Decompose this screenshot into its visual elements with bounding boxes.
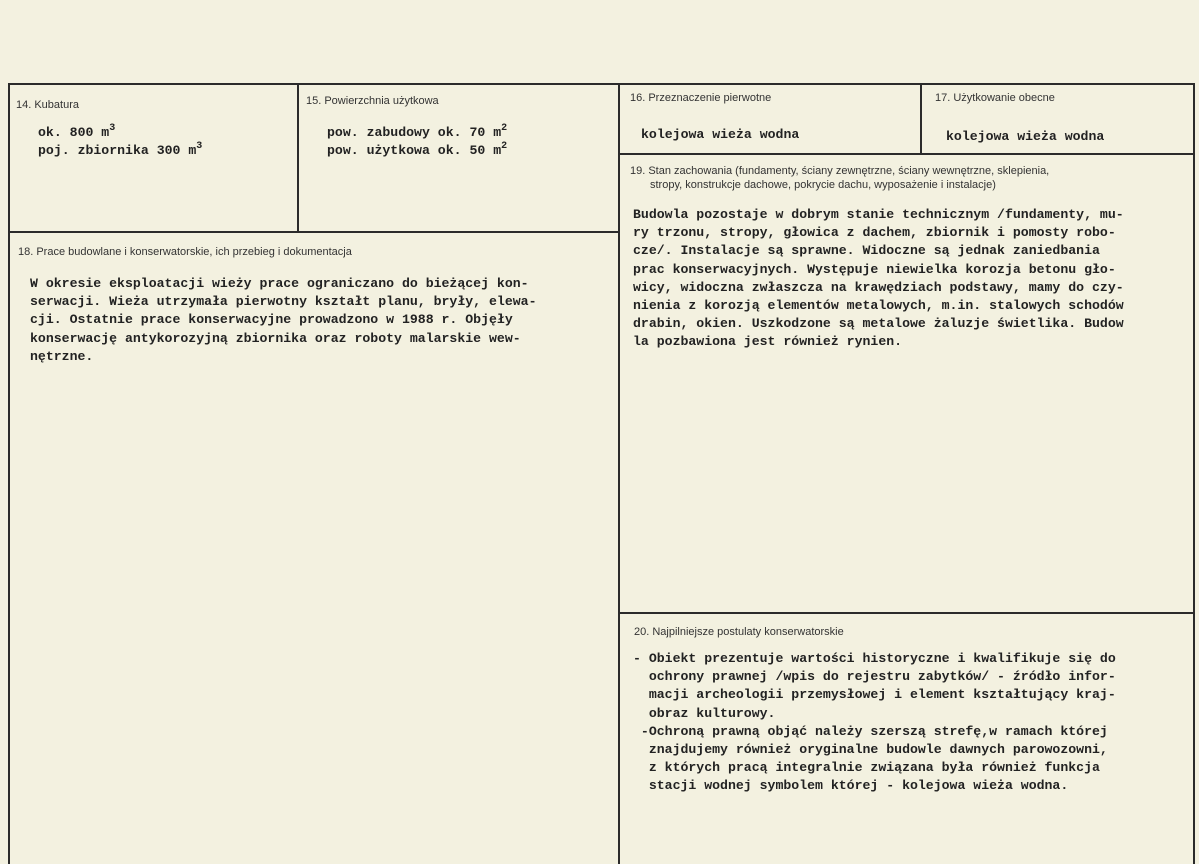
frame-top-line: [8, 83, 1195, 85]
field-14-line-1-text: ok. 800 m: [38, 125, 110, 140]
divider-row1-right: [619, 153, 1194, 155]
field-15-line-2-text: pow. użytkowa ok. 50 m: [327, 143, 502, 158]
field-15-line-1: [327, 124, 507, 142]
field-15-line-2: [327, 142, 507, 160]
divider-14-15: [297, 84, 299, 232]
frame-right-line: [1193, 83, 1195, 864]
field-20-line: obraz kulturowy.: [633, 705, 776, 721]
frame-left-line: [8, 83, 10, 864]
divider-row1-left: [9, 231, 619, 233]
field-19-line: ry trzonu, stropy, głowica z dachem, zbiornik i pomosty robo-: [633, 225, 1116, 241]
field-19-label-line-1: 19. Stan zachowania (fundamenty, ściany zewnętrzne, ściany wewnętrzne, sklepienia,: [630, 165, 1050, 177]
field-15-line-1-text: pow. zabudowy ok. 70 m: [327, 125, 502, 140]
field-15-line-2-sup: 2: [501, 141, 508, 152]
field-14-line-1-sup: 3: [109, 123, 116, 134]
field-15-label: 15. Powierzchnia użytkowa: [306, 95, 439, 107]
divider-16-17: [920, 84, 922, 154]
field-20-line: znajdujemy również oryginalne budowle dawnych parowozowni,: [633, 742, 1108, 758]
field-14-line-2-sup: 3: [196, 141, 203, 152]
field-18-label: 18. Prace budowlane i konserwatorskie, ich przebieg i dokumentacja: [18, 246, 352, 258]
field-17-label: 17. Użytkowanie obecne: [935, 92, 1055, 104]
field-14-line-1: [38, 124, 115, 142]
field-18-line: W okresie eksploatacji wieży prace ograniczano do bieżącej kon-: [30, 276, 529, 291]
field-16-value: kolejowa wieża wodna: [641, 127, 800, 142]
field-18-line: serwacji. Wieża utrzymała pierwotny kształt planu, bryły, elewa-: [30, 294, 537, 310]
field-14-label: 14. Kubatura: [16, 99, 79, 111]
field-19-line: prac konserwacyjnych. Występuje niewielka korozja betonu gło-: [633, 261, 1116, 277]
field-18-text: [30, 275, 536, 366]
field-19-label-line-2: stropy, konstrukcje dachowe, pokrycie dachu, wyposażenie i instalacje): [650, 179, 996, 191]
field-18-line: cji. Ostatnie prace konserwacyjne prowadzono w 1988 r. Objęły: [30, 312, 513, 328]
field-19-line: cze/. Instalacje są sprawne. Widoczne są jednak zaniedbania: [633, 243, 1100, 259]
field-20-line: ochrony prawnej /wpis do rejestru zabytków/ - źródło infor-: [633, 669, 1116, 685]
field-18-line: konserwację antykorozyjną zbiornika oraz roboty malarskie wew-: [30, 330, 521, 346]
field-20-text: [633, 650, 1116, 796]
field-19-line: nienia z korozją elementów metalowych, m.in. stalowych schodów: [633, 298, 1124, 314]
field-20-line: stacji wodnej symbolem której - kolejowa wieża wodna.: [633, 778, 1069, 794]
field-19-line: Budowla pozostaje w dobrym stanie technicznym /fundamenty, mu-: [633, 207, 1124, 222]
field-14-line-2-text: poj. zbiornika 300 m: [38, 143, 197, 158]
field-16-label: 16. Przeznaczenie pierwotne: [630, 92, 772, 104]
field-20-line: -Ochroną prawną objąć należy szerszą strefę,w ramach której: [633, 723, 1108, 739]
field-19-line: la pozbawiona jest również rynien.: [633, 334, 903, 350]
field-20-label: 20. Najpilniejsze postulaty konserwatorskie: [634, 626, 844, 638]
field-20-line: macji archeologii przemysłowej i element kształtujący kraj-: [633, 687, 1116, 703]
field-19-line: wicy, widoczna zwłaszcza na krawędziach podstawy, mamy do czy-: [633, 279, 1124, 295]
field-19-line: drabin, okien. Uszkodzone są metalowe żaluzje świetlika. Budow: [633, 316, 1124, 332]
field-20-line: - Obiekt prezentuje wartości historyczne i kwalifikuje się do: [633, 651, 1116, 666]
field-18-line: nętrzne.: [30, 348, 94, 364]
field-19-text: [633, 206, 1124, 352]
divider-19-20: [619, 612, 1194, 614]
field-20-line: z których pracą integralnie związana była również funkcja: [633, 760, 1100, 776]
field-15-line-1-sup: 2: [501, 123, 508, 134]
field-14-line-2: [38, 142, 202, 160]
field-17-value: kolejowa wieża wodna: [946, 129, 1105, 144]
divider-main-vertical: [618, 84, 620, 864]
